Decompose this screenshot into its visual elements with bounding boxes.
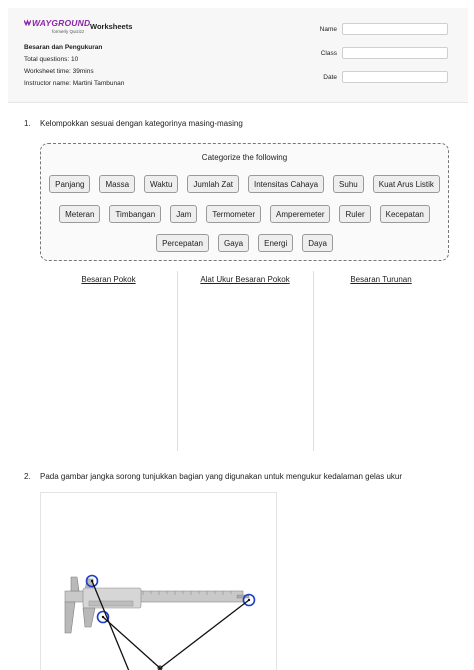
question-1-number: 1.	[24, 119, 31, 128]
leader-line-3	[159, 600, 249, 669]
chip-massa[interactable]: Massa	[99, 175, 135, 193]
chip-row-1	[41, 175, 448, 193]
question-2-number: 2.	[24, 472, 31, 481]
chip-percepatan[interactable]: Percepatan	[156, 234, 209, 252]
chip-ruler[interactable]: Ruler	[339, 205, 370, 223]
column-divider-1	[177, 271, 178, 451]
chip-energi[interactable]: Energi	[258, 234, 293, 252]
instructor-name: Instructor name: Martini Tambunan	[24, 80, 125, 87]
chip-timbangan[interactable]: Timbangan	[109, 205, 161, 223]
caliper-outside-jaw-fixed	[65, 602, 75, 633]
wayground-logo	[24, 18, 91, 40]
class-label: Class	[320, 50, 337, 57]
chip-daya[interactable]: Daya	[302, 234, 333, 252]
name-field[interactable]	[342, 23, 448, 35]
column-divider-2	[313, 271, 314, 451]
chip-jumlah-zat[interactable]: Jumlah Zat	[187, 175, 239, 193]
leader-line-2	[103, 617, 161, 669]
chip-kuat-arus-listik[interactable]: Kuat Arus Listik	[373, 175, 440, 193]
chip-jam[interactable]: Jam	[170, 205, 197, 223]
worksheet-header	[8, 8, 468, 103]
chip-gaya[interactable]: Gaya	[218, 234, 249, 252]
caliper-vernier-scale	[89, 601, 133, 606]
worksheet-time: Worksheet time: 39mins	[24, 68, 94, 75]
chip-kecepatan[interactable]: Kecepatan	[380, 205, 430, 223]
chip-intensitas-cahaya[interactable]: Intensitas Cahaya	[248, 175, 324, 193]
date-field[interactable]	[342, 71, 448, 83]
chip-amperemeter[interactable]: Amperemeter	[270, 205, 330, 223]
caliper-outside-jaw-slider	[83, 608, 95, 627]
caliper-inside-jaw-fixed	[71, 577, 79, 591]
question-1-text: Kelompokkan sesuai dengan kategorinya masing-masing	[40, 119, 243, 128]
worksheets-label: Worksheets	[90, 22, 133, 31]
column-alat-ukur: Alat Ukur Besaran Pokok	[200, 275, 290, 284]
name-label: Name	[319, 26, 337, 33]
worksheet-name: Besaran dan Pengukuran	[24, 44, 103, 51]
logo-mark-icon	[24, 19, 31, 26]
chip-meteran[interactable]: Meteran	[59, 205, 100, 223]
chip-row-3	[41, 234, 448, 252]
categorize-box	[40, 143, 449, 261]
chip-termometer[interactable]: Termometer	[206, 205, 261, 223]
question-2-text: Pada gambar jangka sorong tunjukkan bagian yang digunakan untuk mengukur kedalaman gelas ukur	[40, 472, 403, 481]
chip-row-2	[41, 205, 448, 223]
column-besaran-turunan: Besaran Turunan	[350, 275, 412, 284]
chip-waktu[interactable]: Waktu	[144, 175, 178, 193]
categorize-title: Categorize the following	[201, 153, 288, 162]
chip-panjang[interactable]: Panjang	[49, 175, 90, 193]
column-besaran-pokok: Besaran Pokok	[81, 275, 136, 284]
vernier-caliper-illustration	[41, 493, 277, 670]
vernier-caliper-image	[40, 492, 277, 670]
chip-suhu[interactable]: Suhu	[333, 175, 364, 193]
date-label: Date	[323, 74, 337, 81]
logo-subtitle: formerly Quizizz	[52, 29, 85, 34]
logo-wordmark: WAYGROUND	[32, 18, 91, 28]
total-questions: Total questions: 10	[24, 56, 79, 63]
class-field[interactable]	[342, 47, 448, 59]
